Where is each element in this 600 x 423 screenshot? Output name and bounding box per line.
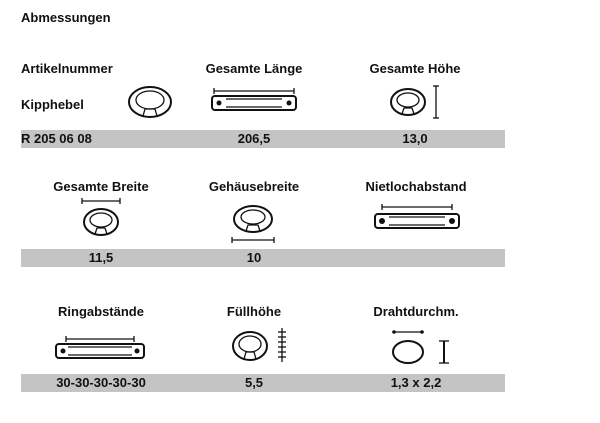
rivet-hole-spacing-icon [373, 204, 461, 234]
gehaeusebreite-value: 10 [246, 250, 262, 265]
nietlochabstand-label: Nietlochabstand [365, 179, 467, 194]
value-bar-row3 [21, 374, 505, 392]
filling-height-icon [230, 326, 292, 364]
value-bar-row1 [21, 130, 505, 148]
gesamte-hoehe-label: Gesamte Höhe [369, 61, 461, 76]
drahtdurchmesser-value: 1,3 x 2,2 [390, 375, 442, 390]
artikelnummer-value: R 205 06 08 [21, 131, 92, 146]
gesamte-laenge-value: 206,5 [237, 131, 271, 146]
type-label: Kipphebel [21, 97, 84, 112]
section-title: Abmessungen [21, 10, 111, 25]
gesamte-laenge-label: Gesamte Länge [205, 61, 303, 76]
gesamte-breite-label: Gesamte Breite [53, 179, 149, 194]
ring-spacing-icon [54, 336, 146, 362]
gesamte-breite-value: 11,5 [88, 250, 114, 265]
gesamte-hoehe-value: 13,0 [402, 131, 428, 146]
mechanism-length-icon [210, 88, 298, 116]
gehaeusebreite-label: Gehäusebreite [208, 179, 300, 194]
value-bar-row2 [21, 249, 505, 267]
ringabstaende-label: Ringabstände [58, 304, 144, 319]
fuellhoehe-value: 5,5 [244, 375, 264, 390]
ringabstaende-value: 30-30-30-30-30 [56, 375, 146, 390]
ring-height-icon [388, 84, 444, 120]
housing-width-icon [228, 203, 278, 245]
ring-profile-icon [125, 84, 175, 120]
artikelnummer-label: Artikelnummer [21, 61, 113, 76]
fuellhoehe-label: Füllhöhe [226, 304, 282, 319]
ring-width-icon [80, 198, 122, 240]
drahtdurchmesser-label: Drahtdurchm. [373, 304, 459, 319]
wire-diameter-icon [388, 328, 458, 366]
